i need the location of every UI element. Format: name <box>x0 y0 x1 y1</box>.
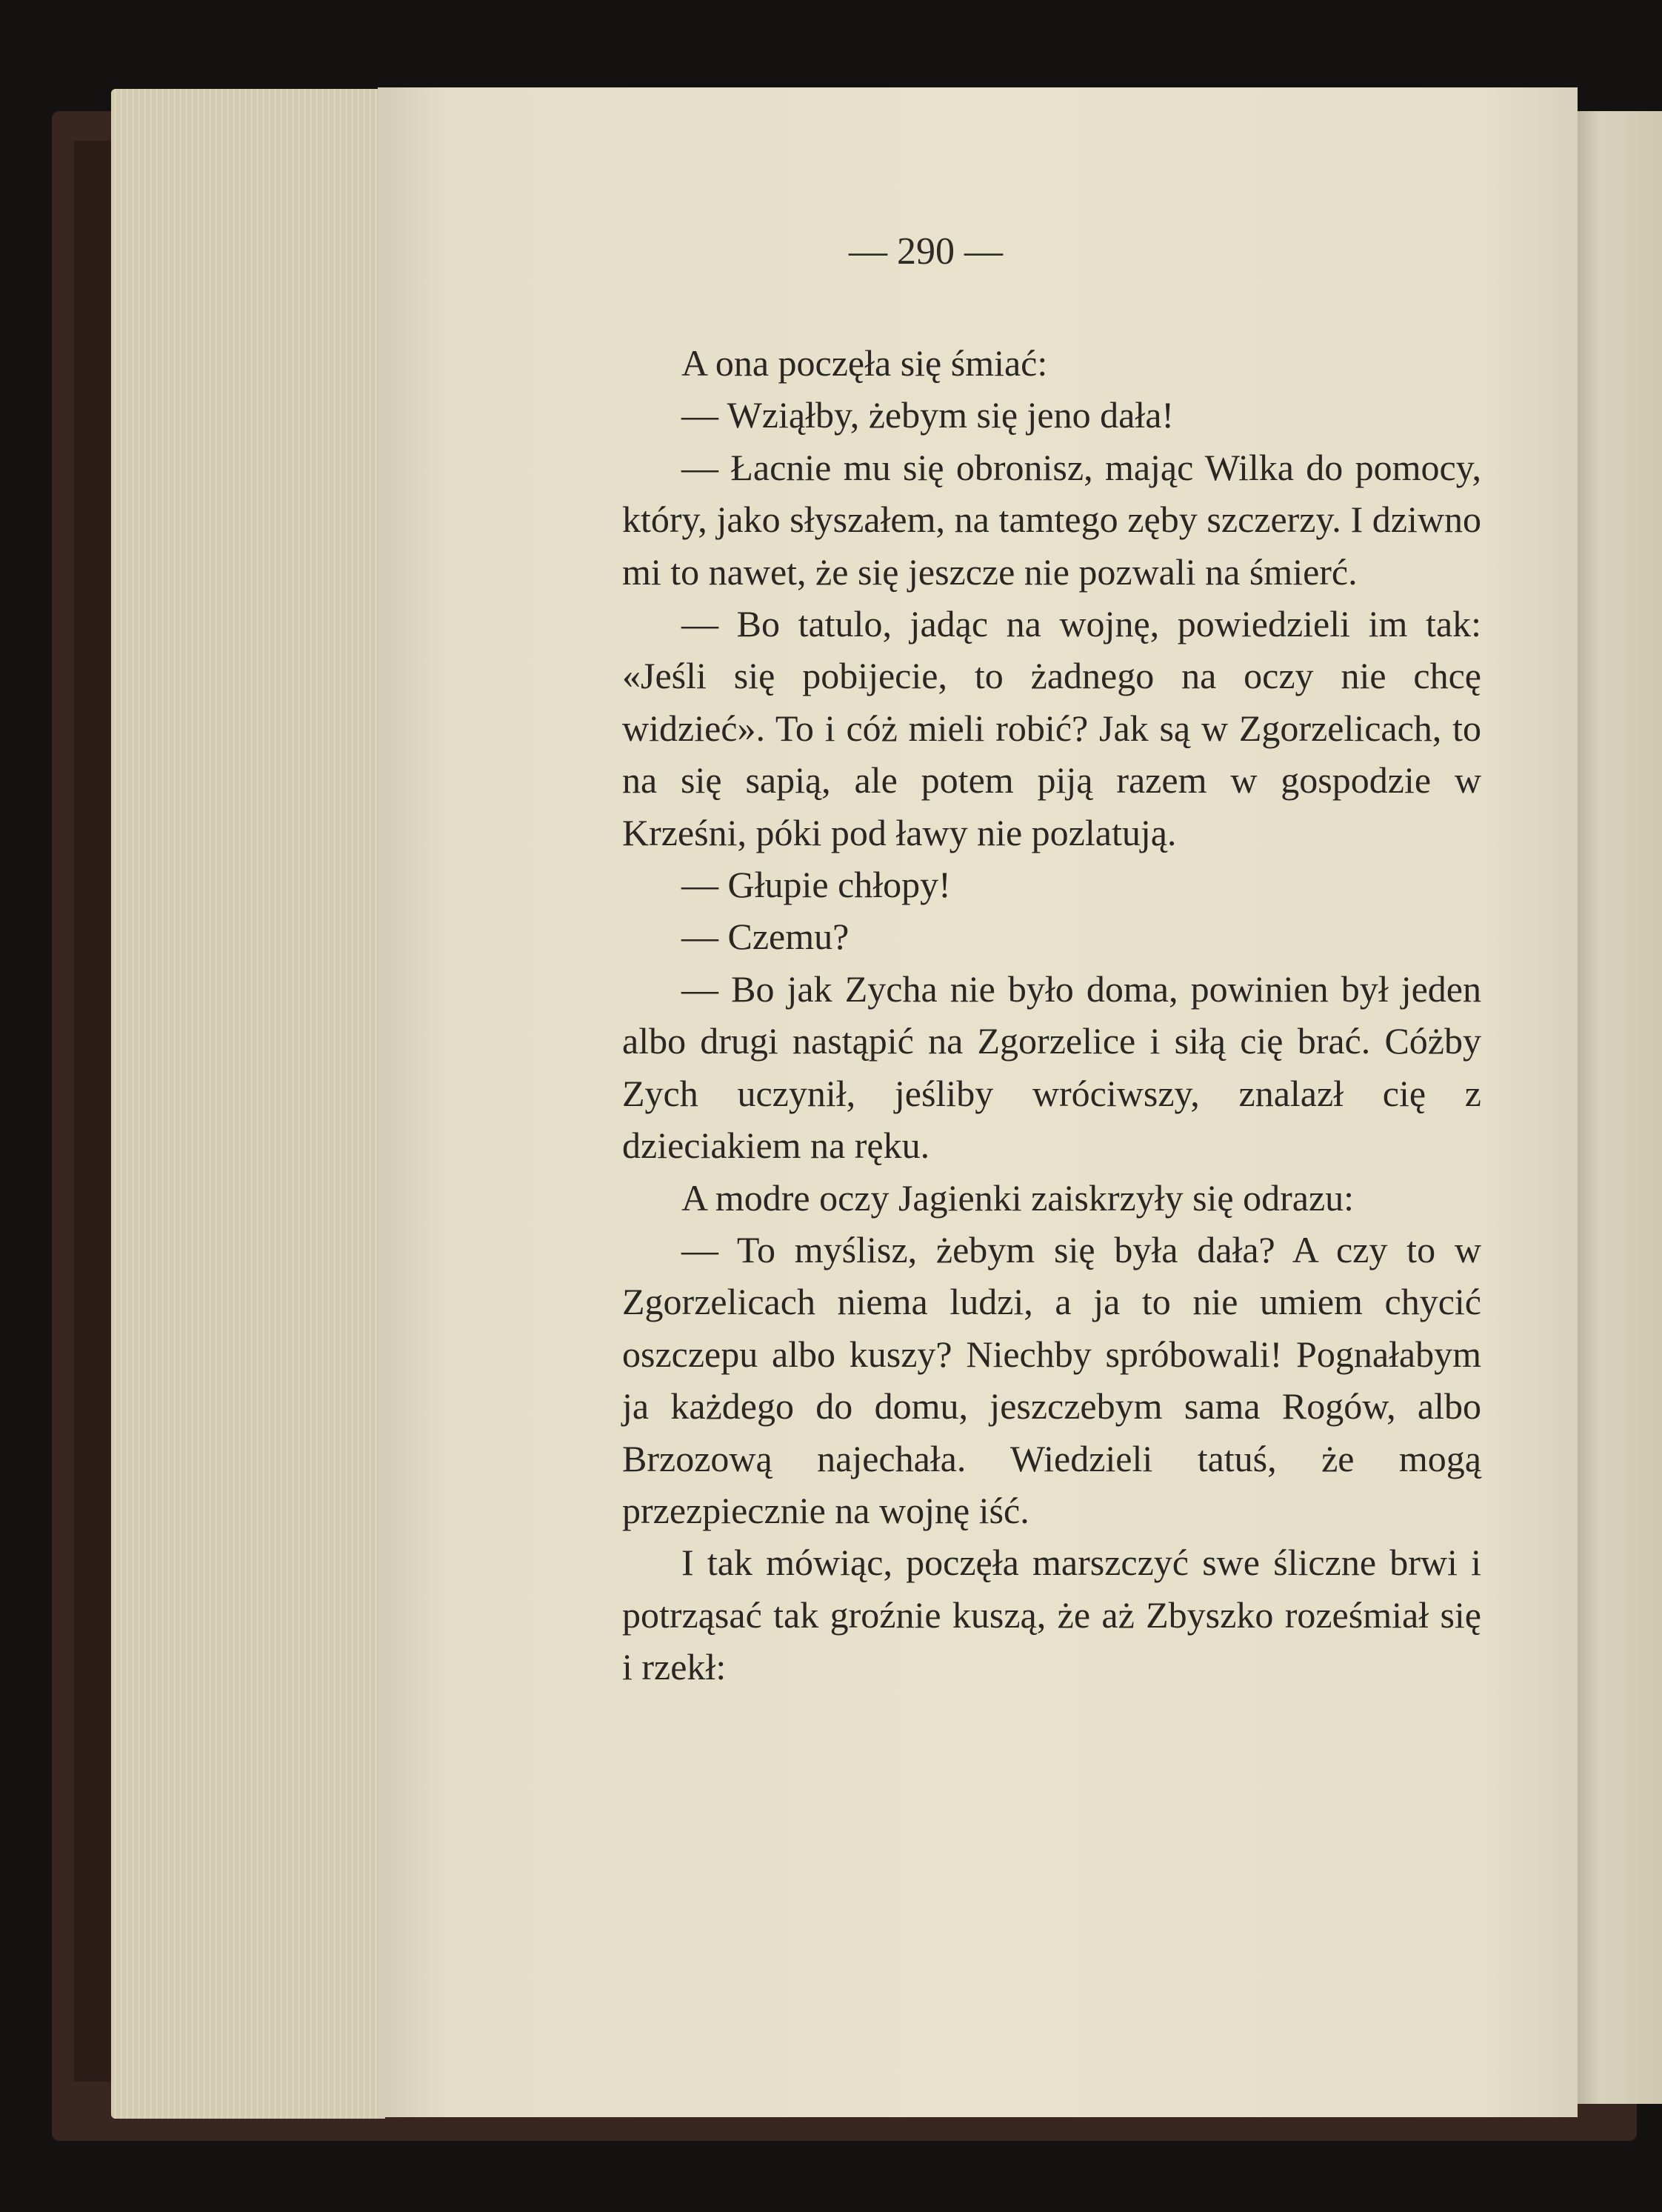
paragraph: — Głupie chłopy! <box>681 864 951 906</box>
paragraph: A ona poczęła się śmiać: <box>681 342 1048 384</box>
paragraph: — To myślisz, żebym się była dała? A czy to w Zgorzelicach niema ludzi, a ja to nie umiem chycić oszczepu albo kuszy? Niechby spróbowali! Pognałabym ja każdego do domu, jeszczebym sama Rogów, albo Brzozową najechała. Wiedzieli tatuś, że mogą przezpiecznie na wojnę iść. <box>622 1228 1481 1531</box>
paragraph: — Wziąłby, żebym się jeno dała! <box>681 394 1175 436</box>
paragraph: I tak mówiąc, poczęła marszczyć swe śliczne brwi i potrząsać tak groźnie kuszą, że aż Zbyszko roześmiał się i rzekł: <box>622 1542 1481 1688</box>
paragraph: — Bo tatulo, jadąc na wojnę, powiedzieli im tak: «Jeśli się pobijecie, to żadnego na oczy nie chcę widzieć». To i cóż mieli robić? Jak są w Zgorzelicach, to na się sapią, ale potem piją razem w gospodzie w Krześni, póki pod ławy nie pozlatują. <box>622 603 1481 853</box>
facing-page-edge <box>1574 111 1662 2104</box>
paragraph: — Czemu? <box>681 916 850 958</box>
paragraph: — Bo jak Zycha nie było doma, powinien był jeden albo drugi nastąpić na Zgorzelice i siłą cię brać. Cóżby Zych uczynił, jeśliby wróciwszy, znalazł cię z dzieciakiem na ręku. <box>622 967 1481 1167</box>
paragraph: A modre oczy Jagienki zaiskrzyły się odrazu: <box>681 1176 1355 1219</box>
page-number: — 290 — <box>849 230 1003 273</box>
page-edges <box>111 89 385 2119</box>
page-text <box>622 337 1481 1693</box>
paragraph: — Łacnie mu się obronisz, mając Wilka do pomocy, który, jako słyszałem, na tamtego zęby szczerzy. I dziwno mi to nawet, że się jeszcze nie pozwali na śmierć. <box>622 446 1481 593</box>
